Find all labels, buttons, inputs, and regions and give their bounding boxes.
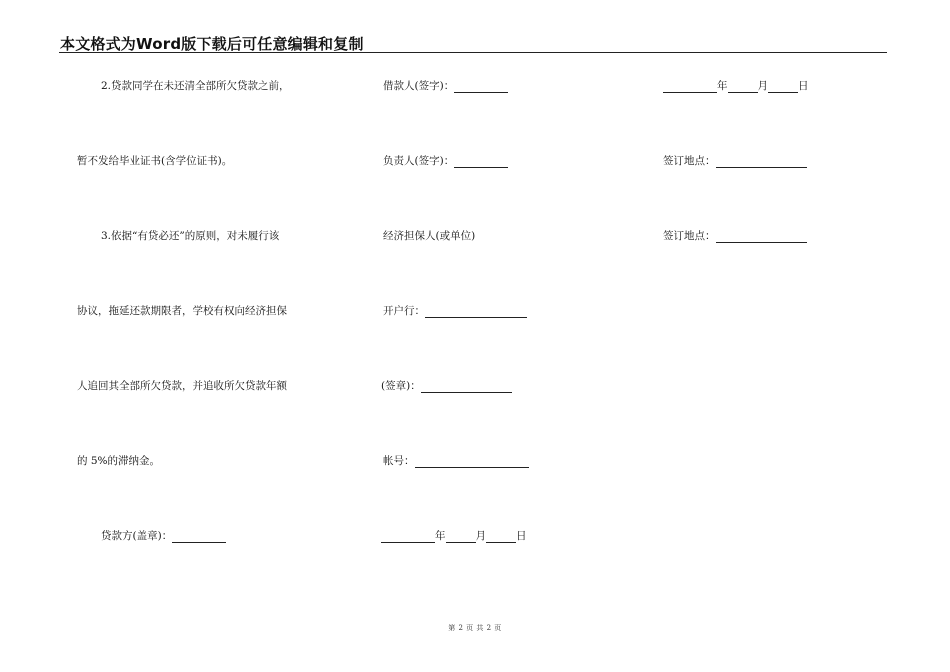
signing-place-field-2: [663, 229, 807, 243]
right-date-field: [663, 79, 809, 93]
bank-field: [383, 304, 527, 318]
borrower-signature-field: [383, 79, 508, 93]
left-text-line-1: 2.贷款同学在未还清全部所欠贷款之前，: [101, 80, 290, 92]
signing-place-label-2: 签订地点：: [663, 230, 716, 242]
middle-date-field: [381, 529, 527, 543]
guarantor-seal-blank[interactable]: [421, 381, 512, 393]
right-date-month-label: 月: [757, 80, 768, 92]
right-date-year-blank[interactable]: [663, 81, 717, 93]
signing-place-label-1: 签订地点：: [663, 155, 716, 167]
responsible-signature-field: [383, 154, 508, 168]
header-divider: [59, 52, 887, 53]
middle-date-day-label: 日: [516, 530, 527, 542]
right-date-year-label: 年: [717, 80, 728, 92]
guarantor-label: 经济担保人(或单位): [383, 230, 476, 242]
responsible-signature-blank[interactable]: [454, 156, 508, 168]
borrower-signature-label: 借款人(签字)：: [383, 80, 455, 92]
signing-place-blank-2[interactable]: [716, 231, 807, 243]
left-text-line-6: 的 5%的滞纳金。: [77, 455, 160, 467]
left-text-line-3: 3.依据“有贷必还”的原则，对未履行该: [101, 230, 280, 242]
guarantor-seal-field: [381, 379, 512, 393]
page-number-footer: 第 2 页 共 2 页: [448, 624, 502, 632]
lender-seal-field: [101, 529, 226, 543]
responsible-signature-label: 负责人(签字)：: [383, 155, 455, 167]
middle-date-month-blank[interactable]: [446, 531, 476, 543]
account-blank[interactable]: [415, 456, 529, 468]
signing-place-field-1: [663, 154, 807, 168]
page-header-title: 本文格式为Word版下载后可任意编辑和复制: [60, 35, 364, 53]
lender-seal-blank[interactable]: [172, 531, 226, 543]
guarantor-seal-label: (签章)：: [381, 380, 421, 392]
right-date-month-blank[interactable]: [728, 81, 758, 93]
middle-date-year-blank[interactable]: [381, 531, 435, 543]
middle-date-day-blank[interactable]: [486, 531, 516, 543]
right-date-day-label: 日: [798, 80, 809, 92]
account-field: [383, 454, 529, 468]
left-text-line-5: 人追回其全部所欠贷款，并追收所欠贷款年额: [77, 380, 287, 392]
bank-label: 开户行：: [383, 305, 425, 317]
middle-date-year-label: 年: [435, 530, 446, 542]
left-text-line-2: 暂不发给毕业证书(含学位证书)。: [77, 155, 233, 167]
borrower-signature-blank[interactable]: [454, 81, 508, 93]
bank-blank[interactable]: [425, 306, 527, 318]
right-date-day-blank[interactable]: [768, 81, 798, 93]
account-label: 帐号：: [383, 455, 415, 467]
lender-seal-label: 贷款方(盖章)：: [101, 530, 173, 542]
signing-place-blank-1[interactable]: [716, 156, 807, 168]
left-text-line-4: 协议，拖延还款期限者，学校有权向经济担保: [77, 305, 287, 317]
middle-date-month-label: 月: [475, 530, 486, 542]
